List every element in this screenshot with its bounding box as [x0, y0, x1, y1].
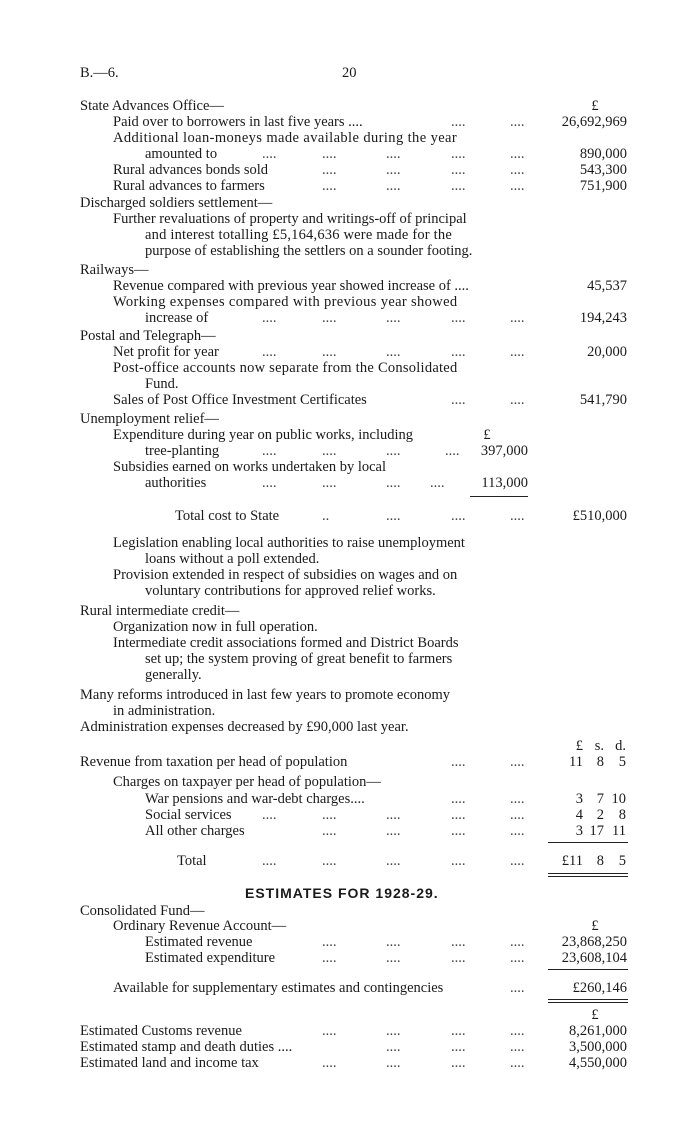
- row-label: Net profit for year: [113, 344, 219, 360]
- ledger-row: Paid over to borrowers in last five years .... .... .... 26,692,969: [113, 114, 627, 130]
- ledger-row: All other charges .... .... .... .... 3 17 11: [145, 823, 626, 839]
- section-heading: Unemployment relief—: [80, 411, 219, 427]
- row-amount: 751,900: [579, 178, 627, 194]
- row-amount: 26,692,969: [561, 114, 627, 130]
- row-label: Post-office accounts now separate from the Consolidated: [113, 360, 458, 376]
- row-amount: 890,000: [579, 146, 627, 162]
- sub-heading: Ordinary Revenue Account—: [113, 918, 287, 934]
- double-rule-top: [548, 999, 628, 1000]
- section-heading: Consolidated Fund—: [80, 903, 205, 919]
- row-label: Charges on taxpayer per head of population—: [113, 774, 381, 790]
- section-heading: State Advances Office—: [80, 98, 224, 114]
- page-header: [0, 64, 700, 82]
- row-label: Social services: [145, 807, 232, 823]
- row-label: Rural advances bonds sold: [113, 162, 269, 178]
- document-reference: B.—6.: [80, 65, 119, 81]
- ledger-row: Estimated revenue .... .... .... .... 23,868,250: [145, 934, 627, 950]
- ledger-row: increase of .... .... .... .... .... 194,243: [145, 310, 627, 326]
- total-double-rule-top: [548, 873, 628, 874]
- paragraph-line: voluntary contributions for approved relief works.: [145, 583, 436, 599]
- paragraph-line: Many reforms introduced in last few years to promote economy: [80, 687, 451, 703]
- row-label: Total: [177, 853, 207, 869]
- row-amount: 194,243: [579, 310, 627, 326]
- row-amount: 23,608,104: [561, 950, 627, 966]
- paragraph-line: generally.: [145, 667, 202, 683]
- row-label: amounted to: [145, 146, 218, 162]
- paragraph-line: Legislation enabling local authorities to raise unemployment: [113, 535, 465, 551]
- row-label: authorities: [145, 475, 207, 491]
- pound-symbol: £: [591, 918, 599, 934]
- row-amount: 4,550,000: [569, 1055, 627, 1071]
- ledger-row: Estimated Customs revenue .... .... .... .... 8,261,000: [80, 1023, 627, 1039]
- row-amount: £260,146: [572, 980, 627, 996]
- sub-amount: 397,000: [480, 443, 528, 459]
- ledger-row: Available for supplementary estimates and contingencies .... £260,146: [113, 980, 627, 996]
- paragraph-line: set up; the system proving of great benefit to farmers: [145, 651, 453, 667]
- ledger-row: amounted to .... .... .... .... .... 890,000: [145, 146, 627, 162]
- row-label: Sales of Post Office Investment Certificates: [113, 392, 367, 408]
- section-heading: Railways—: [80, 262, 149, 278]
- section-title: ESTIMATES FOR 1928-29.: [245, 885, 439, 901]
- row-label: increase of: [145, 310, 209, 326]
- row-label: Estimated revenue: [145, 934, 253, 950]
- lsd-header: £ s. d.: [575, 738, 626, 754]
- ledger-row: Total .... .... .... .... .... £11 8 5: [177, 853, 626, 869]
- pound-symbol: £: [591, 98, 599, 114]
- ledger-row: Total cost to State .. .... .... .... £510,000: [175, 508, 627, 524]
- row-amount: 8,261,000: [569, 1023, 627, 1039]
- section-heading: Discharged soldiers settlement—: [80, 195, 273, 211]
- row-label: Subsidies earned on works undertaken by local: [113, 459, 387, 475]
- paragraph-line: loans without a poll extended.: [145, 551, 320, 567]
- row-label: tree-planting: [145, 443, 220, 459]
- paragraph-line: purpose of establishing the settlers on a sounder footing.: [145, 243, 473, 259]
- row-label: Fund.: [145, 376, 179, 392]
- row-amount: 541,790: [579, 392, 627, 408]
- ledger-row: authorities .... .... .... .... 113,000: [145, 475, 528, 491]
- row-label: Additional loan-moneys made available during the year: [113, 130, 458, 146]
- ledger-row: Sales of Post Office Investment Certificates .... .... 541,790: [113, 392, 627, 408]
- row-amount: 45,537: [587, 278, 627, 294]
- paragraph-line: in administration.: [113, 703, 216, 719]
- paragraph-line: Organization now in full operation.: [113, 619, 318, 635]
- paragraph-line: and interest totalling £5,164,636 were made for the: [145, 227, 452, 243]
- row-amount: 3,500,000: [569, 1039, 627, 1055]
- row-label: Estimated expenditure: [145, 950, 276, 966]
- row-label: Estimated land and income tax: [80, 1055, 259, 1071]
- row-label: Estimated stamp and death duties ....: [80, 1039, 293, 1055]
- subtotal-rule: [548, 969, 628, 970]
- ledger-row: Estimated expenditure .... .... .... .... 23,608,104: [145, 950, 627, 966]
- pound-symbol: £: [483, 427, 491, 443]
- total-rule: [548, 842, 628, 843]
- row-label: Expenditure during year on public works, including: [113, 427, 414, 443]
- subtotal-rule: [470, 496, 528, 497]
- section-heading: Rural intermediate credit—: [80, 603, 240, 619]
- total-double-rule-bottom: [548, 876, 628, 877]
- paragraph-line: Administration expenses decreased by £90,000 last year.: [80, 719, 409, 735]
- paragraph-line: Provision extended in respect of subsidies on wages and on: [113, 567, 458, 583]
- ledger-row: Rural advances to farmers .... .... .... .... 751,900: [113, 178, 627, 194]
- row-label: Rural advances to farmers: [113, 178, 265, 194]
- row-label: Paid over to borrowers in last five years ....: [113, 114, 363, 130]
- ledger-row: Revenue from taxation per head of population .... .... 11 8 5: [80, 754, 626, 770]
- row-amount: 543,300: [579, 162, 627, 178]
- ledger-row: tree-planting .... .... .... .... 397,000: [145, 443, 528, 459]
- row-label: Working expenses compared with previous year showed: [113, 294, 458, 310]
- paragraph-line: Further revaluations of property and writings-off of principal: [113, 211, 467, 227]
- ledger-row: Rural advances bonds sold .... .... .... .... 543,300: [113, 162, 627, 178]
- row-label: Revenue compared with previous year showed increase of ....: [113, 278, 469, 294]
- row-label: Available for supplementary estimates and contingencies: [113, 980, 444, 996]
- sub-amount: 113,000: [481, 475, 528, 491]
- ledger-row: Net profit for year .... .... .... .... .... 20,000: [113, 344, 627, 360]
- row-label: Revenue from taxation per head of population: [80, 754, 348, 770]
- section-heading: Postal and Telegraph—: [80, 328, 216, 344]
- ledger-row: Estimated land and income tax .... .... .... .... 4,550,000: [80, 1055, 627, 1071]
- paragraph-line: Intermediate credit associations formed and District Boards: [113, 635, 459, 651]
- ledger-row: Estimated stamp and death duties .... .... .... .... 3,500,000: [80, 1039, 627, 1055]
- total-amount: £510,000: [572, 508, 627, 524]
- row-label: Total cost to State: [175, 508, 280, 524]
- row-label: All other charges: [145, 823, 245, 839]
- ledger-row: Social services .... .... .... .... .... 4 2 8: [145, 807, 626, 823]
- row-amount: 20,000: [587, 344, 627, 360]
- page-number: 20: [342, 65, 357, 81]
- double-rule-bottom: [548, 1002, 628, 1003]
- row-label: Estimated Customs revenue: [80, 1023, 242, 1039]
- row-amount: 23,868,250: [561, 934, 627, 950]
- row-label: War pensions and war-debt charges....: [145, 791, 365, 807]
- ledger-row: War pensions and war-debt charges.... .... .... 3 7 10: [145, 791, 626, 807]
- pound-symbol: £: [591, 1007, 599, 1023]
